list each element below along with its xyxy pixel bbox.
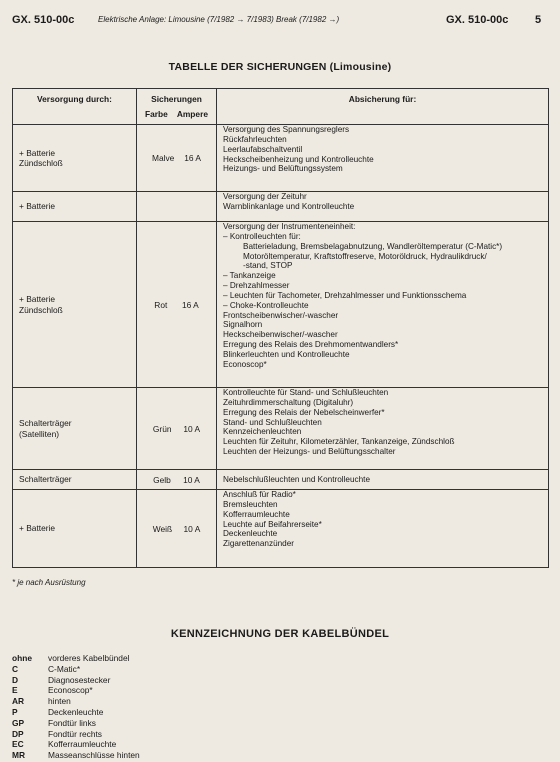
cable-code-row — [12, 750, 140, 761]
protection-cell — [217, 192, 549, 222]
cable-label: Kofferraumleuchte — [48, 739, 117, 750]
cable-code-row — [12, 707, 140, 718]
cable-label: vorderes Kabelbündel — [48, 653, 130, 663]
supply-text — [19, 474, 130, 485]
protection-item: Zeituhrdimmerschaltung (Digitaluhr) — [223, 397, 354, 407]
fuse-ampere: 16 A — [184, 153, 202, 163]
supply-line: + Batterie — [19, 294, 56, 304]
fuse-color: Grün — [152, 423, 172, 434]
fuse-ampere: 16 A — [181, 299, 199, 310]
cable-code-row — [12, 739, 140, 750]
fuse-row — [13, 470, 549, 490]
protection-item: – Leuchten für Tachometer, Drehzahlmesser und Funktionsschema — [223, 290, 467, 300]
cable-label: Econoscop* — [48, 685, 93, 696]
protection-item: – Choke-Kontrolleuchte — [223, 300, 309, 310]
supply-line: + Batterie — [19, 201, 56, 212]
protection-item: Kofferraumleuchte — [223, 509, 290, 519]
cable-label: Fondtür links — [48, 717, 96, 728]
protection-item: Anschluß für Radio* — [223, 490, 296, 499]
doc-code-right: GX. 510-00c — [446, 14, 509, 26]
protection-item: Leerlaufabschaltventil — [223, 144, 303, 154]
supply-text — [19, 523, 130, 534]
supply-line: + Batterie — [19, 147, 56, 158]
fuse-table-title: TABELLE DER SICHERUNGEN (Limousine) — [168, 61, 392, 73]
cable-code-row — [12, 718, 140, 729]
cable-label: Fondtür rechts — [48, 728, 102, 739]
protection-item: Signalhorn — [223, 320, 263, 330]
supply-cell — [13, 192, 137, 222]
protection-item: – Tankanzeige — [223, 271, 276, 281]
fuse-spec-cell — [137, 490, 217, 568]
fuse-spec-cell — [137, 125, 217, 192]
supply-text — [19, 294, 130, 315]
cable-code: GP — [12, 717, 25, 728]
cable-code-row — [12, 685, 140, 696]
cable-section-title: KENNZEICHNUNG DER KABELBÜNDEL — [170, 628, 390, 640]
supply-text — [19, 201, 130, 212]
fuse-ampere: 10 A — [183, 423, 201, 434]
fuse-spec-cell — [137, 470, 217, 490]
fuse-row — [13, 222, 549, 388]
cable-label: C-Matic* — [48, 663, 81, 674]
fuse-table — [12, 88, 549, 568]
header-color: Farbe — [145, 109, 168, 119]
protection-item: Warnblinkanlage und Kontrolleuchte — [223, 201, 355, 211]
protection-item: – Drehzahlmesser — [223, 281, 290, 291]
supply-cell — [13, 125, 137, 192]
cable-code: D — [12, 674, 19, 685]
supply-line: Schalterträger — [19, 418, 72, 428]
protection-item: Leuchten für Zeituhr, Kilometerzähler, Tankanzeige, Zündschloß — [223, 437, 455, 447]
cable-code: MR — [12, 750, 26, 761]
cable-code-row — [12, 664, 140, 675]
protection-cell — [217, 388, 549, 470]
fuse-color: Gelb — [153, 474, 171, 485]
supply-line: Zündschloß — [19, 158, 63, 168]
cable-code: C — [12, 663, 19, 674]
cable-code-row — [12, 729, 140, 740]
protection-item: Versorgung der Zeituhr — [223, 192, 307, 201]
supply-text — [19, 148, 130, 169]
supply-cell — [13, 388, 137, 470]
cable-code: E — [12, 685, 18, 696]
protection-item: Frontscheibenwischer/-wascher — [223, 310, 339, 320]
supply-cell — [13, 490, 137, 568]
cable-code: P — [12, 706, 18, 717]
cable-label: Deckenleuchte — [48, 706, 104, 717]
fuse-spec-cell — [137, 388, 217, 470]
fuse-ampere: 10 A — [183, 523, 201, 534]
protection-item: -stand, STOP — [243, 261, 293, 271]
footnote: * je nach Ausrüstung — [12, 578, 86, 587]
page-number: 5 — [535, 14, 542, 26]
cable-code-row — [12, 675, 140, 686]
cable-code: EC — [12, 739, 24, 750]
header-protection: Absicherung für: — [217, 89, 549, 125]
supply-cell — [13, 470, 137, 490]
cable-code-row — [12, 696, 140, 707]
fuse-color: Rot — [154, 299, 168, 310]
supply-cell — [13, 222, 137, 388]
supply-line: (Satelliten) — [19, 428, 60, 439]
cable-code: DP — [12, 728, 24, 739]
supply-line: Schalterträger — [19, 474, 72, 485]
fuse-spec-cell — [137, 192, 217, 222]
fuse-color: Weiß — [152, 523, 173, 534]
cable-label: Masseanschlüsse hinten — [48, 750, 140, 761]
protection-item: Kontrolleuchte für Stand- und Schlußleuchten — [223, 388, 389, 397]
protection-item: Batterieladung, Bremsbelagabnutzung, Wandleröltemperatur (C-Matic*) — [243, 241, 503, 251]
protection-item: Erregung des Relais der Nebelscheinwerfer* — [223, 407, 385, 417]
fuse-row — [13, 125, 549, 192]
fuse-color: Malve — [151, 153, 175, 163]
header-supply: Versorgung durch: — [13, 89, 137, 125]
protection-item: Versorgung der Instrumenteneinheit: — [223, 222, 356, 231]
fuse-row — [13, 192, 549, 222]
cable-code: ohne — [12, 653, 33, 663]
protection-item: Bremsleuchten — [223, 499, 278, 509]
protection-item: Deckenleuchte — [223, 529, 278, 539]
protection-item: Kennzeichenleuchten — [223, 427, 302, 437]
protection-item: Heckscheibenwischer/-wascher — [223, 330, 338, 340]
doc-code-left: GX. 510-00c — [12, 14, 75, 26]
supply-line: + Batterie — [19, 523, 56, 534]
fuse-spec-cell — [137, 222, 217, 388]
protection-item: Motoröltemperatur, Kraftstoffreserve, Motoröldruck, Hydraulikdruck/ — [243, 251, 487, 261]
protection-item: Versorgung des Spannungsreglers — [223, 125, 350, 134]
protection-cell — [217, 222, 549, 388]
protection-cell — [217, 470, 549, 490]
fuse-ampere: 10 A — [183, 474, 200, 485]
protection-cell — [217, 125, 549, 192]
protection-item: Leuchten der Heizungs- und Belüftungsschalter — [223, 447, 396, 457]
protection-cell — [217, 490, 549, 568]
protection-item: Zigarettenanzünder — [223, 539, 295, 549]
protection-item: – Kontrolleuchten für: — [223, 231, 301, 241]
protection-item: Heizungs- und Belüftungssystem — [223, 164, 343, 174]
cable-label: Diagnosestecker — [48, 674, 111, 685]
protection-item: Blinkerleuchten und Kontrolleuchte — [223, 349, 350, 359]
protection-item: Rückfahrleuchten — [223, 134, 287, 144]
header-fuses — [137, 89, 217, 125]
cable-code-list — [12, 653, 140, 761]
protection-item: Stand- und Schlußleuchten — [223, 417, 322, 427]
protection-item: Econoscop* — [223, 359, 267, 369]
protection-item: Nebelschlußleuchten und Kontrolleuchte — [223, 474, 371, 484]
fuse-row — [13, 388, 549, 470]
protection-item: Leuchte auf Beifahrerseite* — [223, 519, 322, 529]
cable-label: hinten — [48, 696, 71, 707]
header-fuses-label: Sicherungen — [151, 94, 202, 104]
supply-line: Zündschloß — [19, 304, 63, 315]
supply-text — [19, 418, 130, 439]
header-ampere: Ampere — [176, 109, 208, 119]
protection-item: Erregung des Relais des Drehmomentwandlers* — [223, 340, 399, 350]
protection-item: Heckscheibenheizung und Kontrolleuchte — [223, 154, 374, 164]
cable-code: AR — [12, 696, 25, 707]
document-subtitle: Elektrische Anlage: Limousine (7/1982 → 7/1983) Break (7/1982 →) — [98, 15, 340, 24]
fuse-row — [13, 490, 549, 568]
fuse-table-header-row — [13, 89, 549, 125]
cable-code-row — [12, 653, 140, 664]
